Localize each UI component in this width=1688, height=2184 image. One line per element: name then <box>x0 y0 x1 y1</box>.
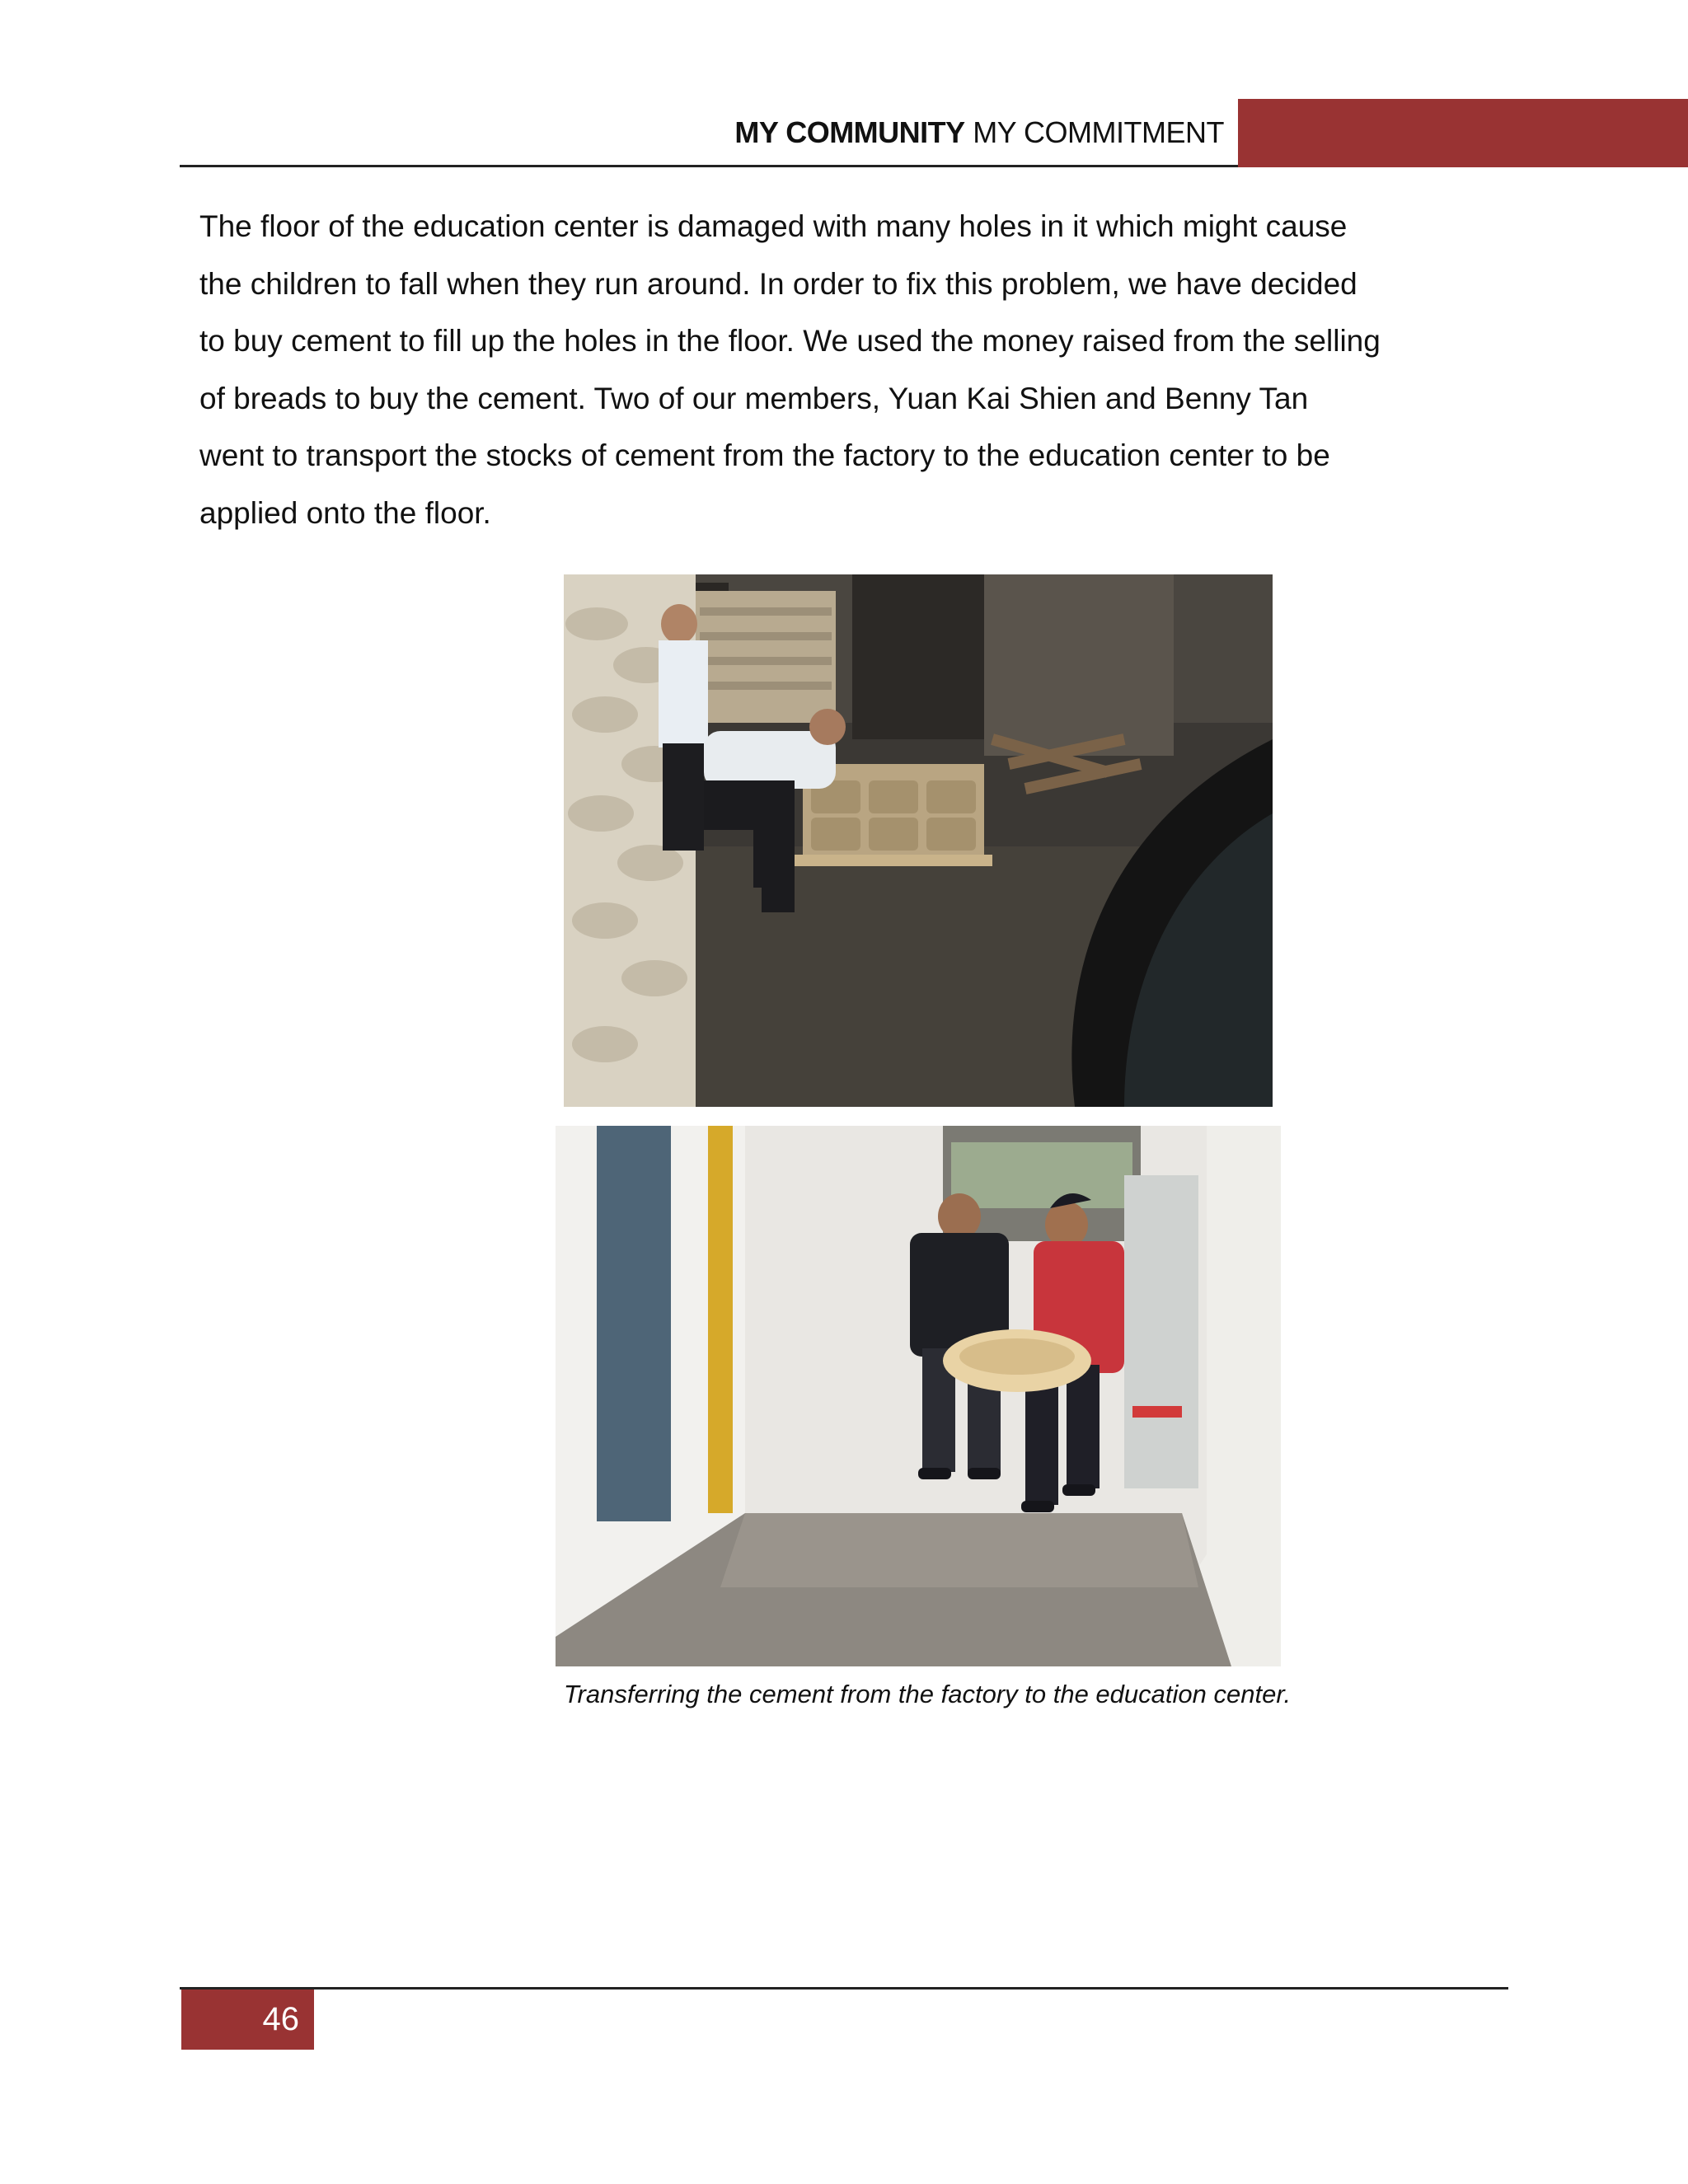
header-title-bold: MY COMMUNITY <box>734 115 965 149</box>
figure-caption: Transferring the cement from the factory to the education center. <box>563 1680 1292 1708</box>
carrying-cement-photo-illustration <box>556 1126 1281 1666</box>
body-line: the children to fall when they run around. In order to fix this problem, we have decided <box>199 266 1357 301</box>
body-line: The floor of the education center is damaged with many holes in it which might cause <box>199 209 1348 243</box>
body-line: went to transport the stocks of cement from the factory to the education center to be <box>199 438 1330 472</box>
running-header <box>181 115 1224 150</box>
carrying-cement-photo <box>556 1126 1281 1666</box>
body-line: to buy cement to fill up the holes in the floor. We used the money raised from the selling <box>199 324 1381 358</box>
footer-rule <box>180 1987 1508 1990</box>
body-line: applied onto the floor. <box>199 495 491 530</box>
warehouse-photo-illustration <box>564 574 1273 1107</box>
warehouse-photo <box>564 574 1273 1107</box>
header-rule <box>180 165 1238 167</box>
header-accent-bar <box>1238 99 1688 167</box>
body-paragraph <box>199 198 1518 541</box>
page-number: 46 <box>181 1990 314 2050</box>
body-line: of breads to buy the cement. Two of our members, Yuan Kai Shien and Benny Tan <box>199 381 1309 415</box>
header-title-rest: MY COMMITMENT <box>973 115 1224 149</box>
